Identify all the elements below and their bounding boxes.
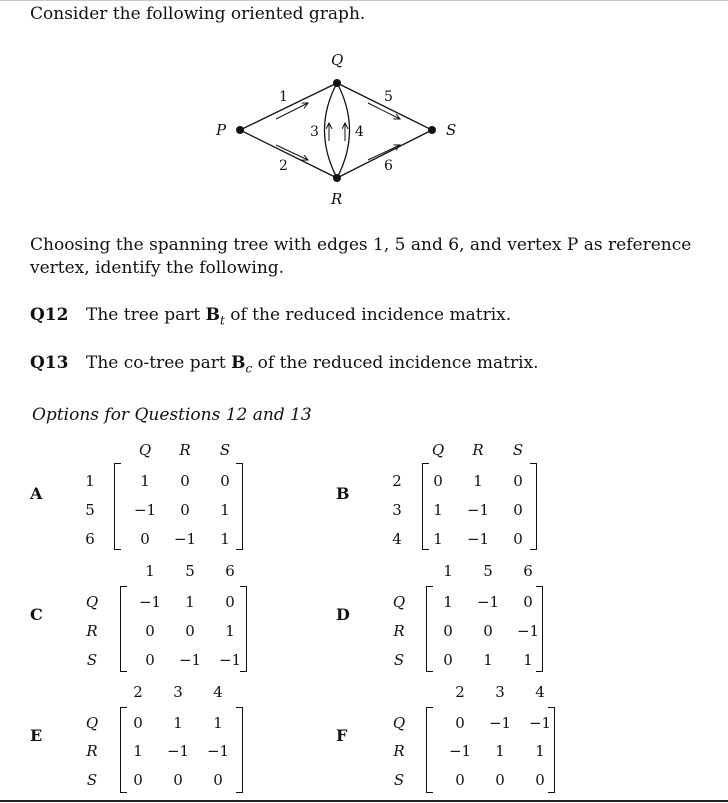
vertex-label-R: R — [331, 190, 343, 208]
option-a-col-header: R — [179, 441, 191, 459]
option-d-col-header: 1 — [443, 562, 453, 580]
option-e-row-label: Q — [85, 714, 99, 732]
option-f-row-label: S — [393, 771, 405, 789]
option-f-cell: −1 — [488, 714, 512, 732]
option-b-cell: 1 — [433, 501, 443, 519]
option-a-row-label: 5 — [85, 501, 95, 519]
option-d-col-header: 5 — [483, 562, 493, 580]
option-f-cell: 1 — [535, 742, 545, 760]
option-b-col-header: R — [472, 441, 484, 459]
option-d-cell: 0 — [443, 651, 453, 669]
option-e-col-header: 4 — [213, 683, 223, 701]
option-b-cell: 0 — [513, 472, 523, 490]
option-f-row-label: R — [393, 742, 405, 760]
option-c-col-header: 5 — [185, 562, 195, 580]
option-b-cell: 0 — [433, 472, 443, 490]
option-c-cell: 0 — [145, 651, 155, 669]
question-13: Q13 The co-tree part $B_c$ of the reduced incidence matrix. — [30, 353, 539, 376]
option-d-bracket-left — [426, 586, 433, 672]
question-13-number: Q13 — [30, 353, 69, 373]
option-b-cell: 0 — [513, 501, 523, 519]
option-f-bracket-right — [548, 707, 555, 793]
option-f-cell: 1 — [495, 742, 505, 760]
edge-2 — [240, 130, 337, 178]
option-d-cell: −1 — [476, 593, 500, 611]
option-f-col-header: 3 — [495, 683, 505, 701]
option-b-col-header: S — [512, 441, 524, 459]
instructions-line2: vertex, identify the following. — [30, 258, 285, 278]
option-d-row-label: R — [393, 622, 405, 640]
option-c-bracket-left — [120, 586, 127, 672]
option-c-col-header: 6 — [225, 562, 235, 580]
option-d-cell: −1 — [516, 622, 540, 640]
option-d-cell: 0 — [523, 593, 533, 611]
edge-label-5: 5 — [384, 89, 393, 105]
option-f-cell: 0 — [455, 714, 465, 732]
option-f-label: F — [336, 726, 348, 745]
option-a-col-header: S — [219, 441, 231, 459]
option-c-cell: 0 — [145, 622, 155, 640]
option-f-row-label: Q — [392, 714, 406, 732]
vertex-label-S: S — [446, 121, 457, 139]
option-f-cell: −1 — [448, 742, 472, 760]
option-a-row-label: 1 — [85, 472, 95, 490]
option-e-row-label: R — [86, 742, 98, 760]
option-e-cell: −1 — [206, 742, 230, 760]
option-a-cell: 1 — [220, 530, 230, 548]
option-c-cell: 0 — [225, 593, 235, 611]
edge-4 — [337, 83, 350, 178]
option-b-row-label: 4 — [392, 530, 402, 548]
option-b-cell: 0 — [513, 530, 523, 548]
vertex-R — [333, 174, 341, 182]
vertex-P — [236, 126, 244, 134]
intro-text: Consider the following oriented graph. — [30, 4, 366, 24]
edge-1 — [240, 83, 337, 130]
option-e-cell: −1 — [166, 742, 190, 760]
option-a-cell: 0 — [180, 472, 190, 490]
option-d-col-header: 6 — [523, 562, 533, 580]
option-a-bracket-right — [236, 463, 243, 550]
option-c-cell: 1 — [225, 622, 235, 640]
option-c-cell: 0 — [185, 622, 195, 640]
option-f-col-header: 4 — [535, 683, 545, 701]
vertex-label-Q: Q — [331, 51, 344, 69]
option-b-bracket-left — [422, 463, 429, 550]
option-d-row-label: S — [393, 651, 405, 669]
option-c-bracket-right — [240, 586, 247, 672]
bottom-rule — [0, 800, 728, 802]
option-e-row-label: S — [86, 771, 98, 789]
option-e-cell: 1 — [213, 714, 223, 732]
option-f-col-header: 2 — [455, 683, 465, 701]
question-12-number: Q12 — [30, 305, 69, 325]
option-b-cell: −1 — [466, 501, 490, 519]
vertex-S — [428, 126, 436, 134]
option-e-label: E — [30, 726, 43, 745]
option-b-cell: 1 — [433, 530, 443, 548]
vertex-label-P: P — [216, 121, 227, 139]
option-e-bracket-left — [120, 707, 127, 793]
edge-label-6: 6 — [384, 158, 393, 174]
option-b-label: B — [336, 484, 350, 503]
option-d-cell: 1 — [443, 593, 453, 611]
option-a-cell: 1 — [220, 501, 230, 519]
option-b-col-header: Q — [431, 441, 445, 459]
option-c-col-header: 1 — [145, 562, 155, 580]
option-c-label: C — [30, 605, 43, 624]
option-a-cell: −1 — [173, 530, 197, 548]
option-c-row-label: S — [86, 651, 98, 669]
option-a-cell: 0 — [140, 530, 150, 548]
option-d-bracket-right — [536, 586, 543, 672]
oriented-graph — [200, 45, 490, 215]
top-rule — [0, 0, 728, 1]
options-title: Options for Questions 12 and 13 — [32, 405, 312, 425]
option-f-cell: 0 — [455, 771, 465, 789]
option-c-row-label: Q — [85, 593, 99, 611]
option-a-row-label: 6 — [85, 530, 95, 548]
option-a-bracket-left — [114, 463, 121, 550]
question-12: Q12 The tree part $B_t$ of the reduced incidence matrix. — [30, 305, 512, 328]
option-a-cell: 1 — [140, 472, 150, 490]
option-e-cell: 0 — [213, 771, 223, 789]
option-b-cell: −1 — [466, 530, 490, 548]
edge-label-1: 1 — [279, 89, 288, 105]
edge-label-3: 3 — [310, 124, 319, 140]
option-a-cell: 0 — [180, 501, 190, 519]
option-a-cell: −1 — [133, 501, 157, 519]
option-d-cell: 0 — [443, 622, 453, 640]
option-c-cell: −1 — [218, 651, 242, 669]
arrow-5 — [368, 103, 400, 119]
option-d-cell: 0 — [483, 622, 493, 640]
option-c-cell: −1 — [178, 651, 202, 669]
option-f-cell: 0 — [535, 771, 545, 789]
option-e-cell: 1 — [133, 742, 143, 760]
option-c-cell: 1 — [185, 593, 195, 611]
option-e-cell: 0 — [133, 714, 143, 732]
option-e-col-header: 3 — [173, 683, 183, 701]
option-e-col-header: 2 — [133, 683, 143, 701]
option-b-row-label: 3 — [392, 501, 402, 519]
option-e-cell: 0 — [173, 771, 183, 789]
option-c-cell: −1 — [138, 593, 162, 611]
option-b-bracket-right — [530, 463, 537, 550]
option-b-row-label: 2 — [392, 472, 402, 490]
option-d-label: D — [336, 605, 350, 624]
instructions-line1: Choosing the spanning tree with edges 1, 5 and 6, and vertex P as reference — [30, 235, 692, 255]
option-f-cell: 0 — [495, 771, 505, 789]
option-a-col-header: Q — [138, 441, 152, 459]
edge-label-2: 2 — [279, 158, 288, 174]
option-d-cell: 1 — [483, 651, 493, 669]
option-a-label: A — [30, 484, 43, 503]
option-d-row-label: Q — [392, 593, 406, 611]
option-b-cell: 1 — [473, 472, 483, 490]
option-a-cell: 0 — [220, 472, 230, 490]
option-d-cell: 1 — [523, 651, 533, 669]
option-e-cell: 0 — [133, 771, 143, 789]
option-c-row-label: R — [86, 622, 98, 640]
option-e-bracket-right — [236, 707, 243, 793]
vertex-Q — [333, 79, 341, 87]
edge-label-4: 4 — [355, 124, 364, 140]
option-f-bracket-left — [426, 707, 433, 793]
edge-3 — [325, 83, 338, 178]
option-e-cell: 1 — [173, 714, 183, 732]
option-f-cell: −1 — [528, 714, 552, 732]
